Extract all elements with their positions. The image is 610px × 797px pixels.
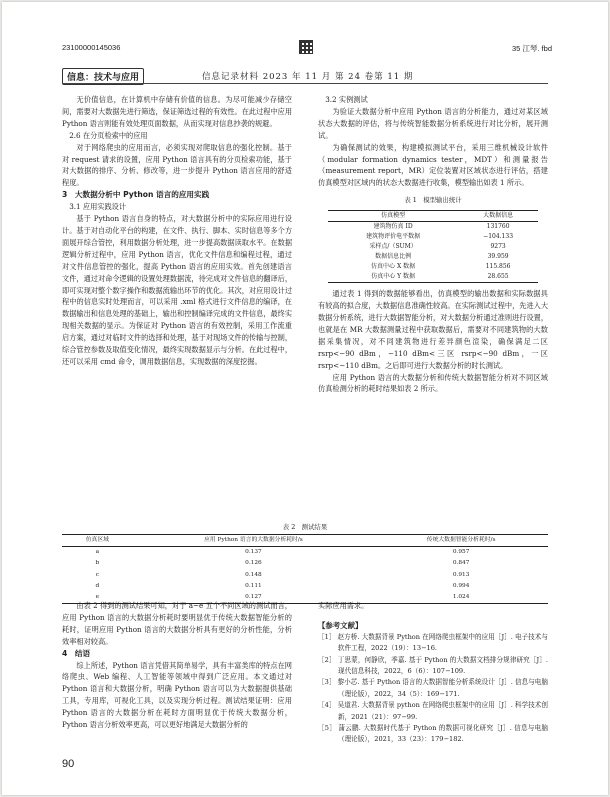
section-heading-3: 3 大数据分析中 Python 语言的应用实践 [62, 190, 210, 200]
table-cell: 仿真中心 Y 数据 [371, 273, 415, 281]
column-header: 传统大数据智能分析耗时/s [426, 537, 496, 543]
header-rule [62, 83, 548, 84]
table-cell: 0.957 [452, 549, 470, 556]
table-cell: 1.024 [452, 594, 470, 601]
table-cell: 仿真中心 X 数据 [371, 263, 416, 271]
table-cell: a [95, 549, 100, 556]
table-cell: 0.148 [245, 571, 262, 578]
table-cell: 0.137 [245, 549, 262, 556]
column-header: 大数据信息 [483, 212, 514, 220]
paragraph: 对于网络爬虫的应用而言，必须实现对爬取信息的强化控制。基于对 request 请求的设置，应用 Python 语言具有的分页检索功能，基于对大数据的排序、分析、修改等，进一步提升 Python 语言应用的舒适程度。 [62, 142, 292, 188]
table-1-caption: 表 1 模型输出统计 [404, 196, 462, 205]
table-row [62, 547, 548, 559]
section-heading-4: 4 结语 [62, 648, 91, 658]
subsection-heading-2-6: 2.6 在分页检索中的应用 [69, 130, 148, 140]
subsection-heading-3-2: 3.2 实例测试 [325, 95, 368, 104]
paragraph: 为验证大数据分析中应用 Python 语言的分析能力，通过对某区域状态大数据的评估，将与传统智能数据分析系统进行对比分析，展开测试。 [318, 106, 548, 140]
reference-item: ［5］ 蒲云鹏. 大数据时代基于 Python 的数据可视化研究［J］. 信息与电脑（理论版），2021，33（23）：179−182. [318, 724, 548, 744]
table-cell: 9273 [490, 243, 506, 251]
section-tag: 信息：技术与应用 [62, 68, 144, 85]
table-cell: 建筑物仿真 ID [373, 223, 413, 231]
paragraph: 综上所述，Python 语言凭借其简单易学，具有丰富类库的特点在网络爬虫、Web 编程、人工智能等领域中得到广泛应用。本文通过对 Python 语言和大数据分析，明确 Python 语言可以为大数据提供基础工具，专用库，可视化工具，以及实现分析过程。测试结果证明：应用 Python 语言的大数据分析在耗时方面明显优于传统大数据分析，Python 语言分析效率更高，可以更好地满足大数据分析的 [62, 660, 292, 730]
table-cell: b [95, 560, 100, 567]
references-list [318, 632, 548, 746]
article-id: 23100000145036 [62, 43, 121, 52]
table-row [328, 252, 538, 262]
table-cell: 28.655 [487, 273, 509, 281]
table-cell: 115.856 [485, 263, 511, 271]
table-row [62, 581, 548, 592]
table-cell: 0.847 [452, 560, 470, 567]
table-cell: 采样点/（SUM） [369, 243, 417, 251]
table-cell: c [95, 571, 99, 578]
left-column-bottom [62, 600, 292, 731]
table-cell: 数据信息比例 [375, 253, 412, 261]
page-number: 90 [62, 758, 75, 770]
table-cell: 0.111 [245, 582, 262, 589]
reference-item: ［4］ 吴道君. 大数据背景 python 在网络爬虫框架中的应用［J］. 科学技术创新，2021（21）：97−99. [318, 701, 548, 721]
paragraph: 由表 2 得到的测试结果可知，对于 a~e 五个不同区域的测试而言，应用 Python 语言的大数据分析耗时要明显优于传统大数据智能分析的耗时，证明应用 Python 语言的大数据分析具有更好的分析性能，分析效率相对较高。 [62, 601, 292, 646]
table-cell: 131760 [486, 223, 510, 231]
table-cell: 0.913 [452, 571, 470, 578]
table-cell: 建筑物评价电平数据 [366, 233, 421, 241]
table-cell: 0.127 [245, 594, 262, 601]
paragraph: 为确保测试的效果，构建模拟测试平台，采用三维机械设计软件（modular formation dynamics tester，MDT）和测量报告（measurement report，MR）定位装置对区域状态进行评估，搭建仿真模型对区域内的状态大数据进行收集，模型输出如表 1 所示。 [318, 142, 548, 188]
table-cell: 39.959 [487, 253, 509, 261]
table-cell: d [95, 582, 100, 589]
paragraph: 应用 Python 语言的大数据分析和传统大数据智能分析对不同区域仿真检测分析的耗时结果如表 2 所示。 [318, 372, 548, 394]
journal-page [2, 2, 608, 795]
table-header-row [328, 211, 538, 222]
reference-item: ［3］ 黎小芯. 基于 Python 语言的大数据智能分析系统设计［J］. 信息与电脑（理论版），2022，34（5）：169−171. [318, 678, 548, 698]
paragraph: 通过表 1 得到的数据能够看出，仿真模型的输出数据和实际数据具有较高的拟合度，大数据信息准确性较高。在实际测试过程中，先进入大数据分析系统，进行大数据智能分析，对大数据分析通过准则进行设置，也就是在 MR 大数据测量过程中获取数据后，需要对不同建筑物的大数据采集情况，对不同建筑物进行差异颜色渲染，确保满足二区 rsrp<−90 dBm，−110 dBm<三区 rsrp<−90 dBm，一区 rsrp<−110 dBm。之后即可进行大数据分析的时长测试。 [318, 289, 549, 370]
paragraph-tail: 实际应用需求。 [318, 601, 369, 610]
table-cell: 0.126 [245, 560, 262, 567]
table-row [328, 262, 538, 272]
journal-running-head: 信息记录材料 2023 年 11 月 第 24 卷第 11 期 [202, 72, 414, 82]
table-row [328, 232, 538, 242]
table-row [62, 570, 548, 581]
table-cell: 0.994 [452, 582, 470, 589]
right-column [318, 94, 548, 395]
column-header: 应用 Python 语言的大数据分析耗时/s [204, 537, 303, 543]
table-1 [328, 195, 538, 283]
table-header-row [62, 535, 548, 547]
reference-item: ［2］ 丁思蒙，何静欣，季嘉. 基于 Python 的大数据文档排分规律研究［J］. 现代信息科技，2022，6（6）：107−109. [318, 655, 548, 676]
table-2-caption: 表 2 测试结果 [282, 523, 328, 531]
left-column [62, 94, 292, 368]
qr-code-icon [299, 40, 313, 54]
subsection-heading-3-1: 3.1 应用实践设计 [69, 202, 127, 212]
right-column-bottom [318, 600, 548, 746]
file-note: 35 江琴. fbd [511, 44, 552, 53]
table-row [328, 222, 538, 233]
table-row [62, 558, 548, 569]
column-header: 仿真模型 [381, 212, 406, 220]
table-cell: −104.133 [483, 233, 514, 241]
table-cell: e [95, 594, 100, 601]
table-row [328, 242, 538, 252]
table-2 [62, 522, 548, 604]
references-heading: 【参考文献】 [318, 620, 363, 630]
reference-item: ［1］ 赵方桥. 大数据背景 Python 在网络爬虫框架中的应用［J］. 电子技术与软件工程，2022（19）：13−16. [318, 632, 548, 653]
table-row [328, 272, 538, 283]
paragraph: 基于 Python 语言自身的特点，对大数据分析中的实际应用进行设计。基于对自动化平台的构建，在文件、执行、脚本、实时信息等多个方面展开综合管控，利用数据分析处理，进一步提高数据读取水平。在数据逻辑分析过程中，应用 Python 语言，优化文件信息和编程过程，通过对文件信息管控的强化，提高 Python 语言的应用实效。首先创建语言文件，通过对命令逻辑的设置处理数据流，待完成对文件信息的翻译后，即可实现对整个数字操作和数据流输出环节的优化。其次，对应用设计过程中的信息实时处理而言，可以采用 .xml 格式进行文件信息的编译，在数据输出和信息处理的基础上，输出和控制编译完成的文件信息，最终实现相关数据的显示。为保证对 Python 语言的有效控制，采用工作流重启方案，通过对临时文件的选择和处理，基于对现场文件的传输与控制，综合管控参数及取值变化情况，最终实现数据显示与分析。在此过程中，还可以采用 cmd 命令，调用数据信息，实现数据的深度挖掘。 [62, 214, 293, 366]
column-header: 仿真区域 [85, 537, 109, 543]
paragraph: 无价值信息，在计算机中存储有价值的信息。为尽可能减少存储空间，需要对大数据先进行筛选，保证筛选过程的有效性。在此过程中应用 Python 语言则能有效处理页面数据，从而实现对信息抄袭的规避。 [62, 95, 293, 128]
